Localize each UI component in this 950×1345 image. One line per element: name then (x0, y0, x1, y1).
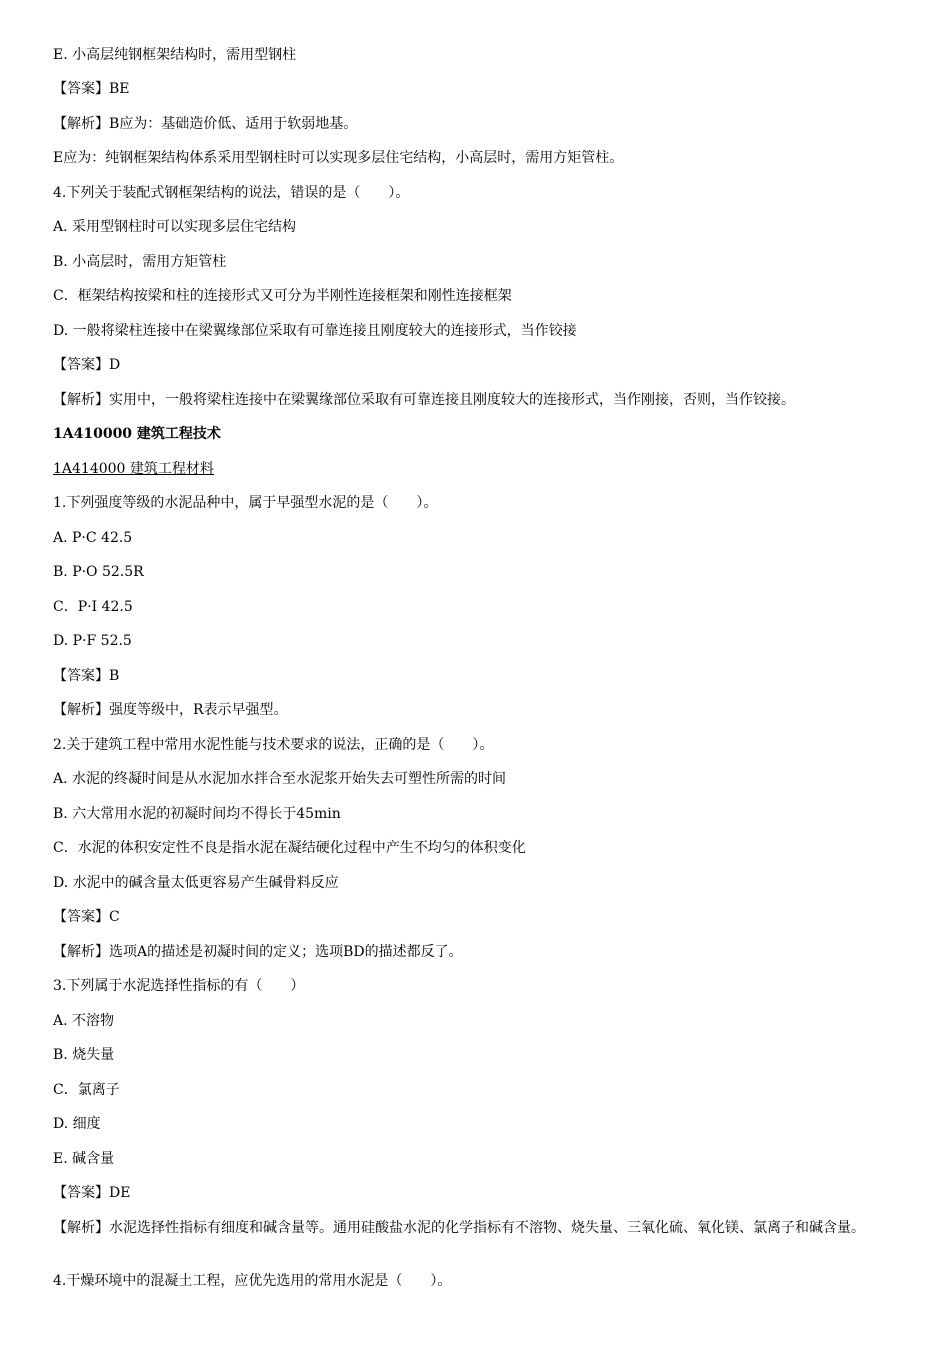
option-d: D. 细度 (53, 1116, 101, 1132)
option-d: D. 一般将梁柱连接中在梁翼缘部位采取有可靠连接且刚度较大的连接形式，当作铰接 (53, 323, 577, 339)
option-a: A. 采用型钢柱时可以实现多层住宅结构 (53, 219, 297, 235)
explanation: 【解析】B应为：基础造价低、适用于软弱地基。 (53, 116, 358, 132)
option-e: E. 小高层纯钢框架结构时，需用型钢柱 (53, 47, 297, 63)
answer: 【答案】BE (53, 81, 130, 97)
option-a: A. P·C 42.5 (53, 530, 133, 546)
answer: 【答案】DE (53, 1185, 131, 1201)
explanation: 【解析】强度等级中，R表示早强型。 (53, 702, 288, 718)
explanation: 【解析】实用中，一般将梁柱连接中在梁翼缘部位采取有可靠连接且刚度较大的连接形式，当作刚接，否则，当作铰接。 (53, 392, 795, 408)
question-1: 1.下列强度等级的水泥品种中，属于早强型水泥的是（ ）。 (53, 495, 438, 511)
option-c: C．P·I 42.5 (53, 599, 133, 615)
chapter-heading: 1A410000 建筑工程技术 (53, 426, 221, 442)
option-b: B. 烧失量 (53, 1047, 115, 1063)
explanation: 【解析】水泥选择性指标有细度和碱含量等。通用硅酸盐水泥的化学指标有不溶物、烧失量、三氧化硫、氧化镁、氯离子和碱含量。 (53, 1220, 865, 1236)
option-c: C．氯离子 (53, 1082, 120, 1098)
option-b: B. 小高层时，需用方矩管柱 (53, 254, 227, 270)
question-2: 2.关于建筑工程中常用水泥性能与技术要求的说法，正确的是（ ）。 (53, 737, 494, 753)
question-3: 3.下列属于水泥选择性指标的有（ ） (53, 978, 305, 994)
option-d: D. P·F 52.5 (53, 633, 132, 649)
answer: 【答案】C (53, 909, 120, 925)
answer: 【答案】D (53, 357, 121, 373)
option-a: A. 水泥的终凝时间是从水泥加水拌合至水泥浆开始失去可塑性所需的时间 (53, 771, 507, 787)
explanation-continued: E应为：纯钢框架结构体系采用型钢柱时可以实现多层住宅结构，小高层时，需用方矩管柱。 (53, 150, 624, 166)
option-b: B. 六大常用水泥的初凝时间均不得长于45min (53, 806, 341, 822)
explanation: 【解析】选项A的描述是初凝时间的定义；选项BD的描述都反了。 (53, 944, 463, 960)
question-4: 4.下列关于装配式钢框架结构的说法，错误的是（ ）。 (53, 185, 410, 201)
option-a: A. 不溶物 (53, 1013, 115, 1029)
question-4: 4.干燥环境中的混凝土工程，应优先选用的常用水泥是（ ）。 (53, 1273, 452, 1289)
option-c: C．水泥的体积安定性不良是指水泥在凝结硬化过程中产生不均匀的体积变化 (53, 840, 526, 856)
option-e: E. 碱含量 (53, 1151, 115, 1167)
option-d: D. 水泥中的碱含量太低更容易产生碱骨料反应 (53, 875, 339, 891)
section-heading: 1A414000 建筑工程材料 (53, 461, 214, 477)
option-c: C．框架结构按梁和柱的连接形式又可分为半刚性连接框架和刚性连接框架 (53, 288, 512, 304)
answer: 【答案】B (53, 668, 120, 684)
option-b: B. P·O 52.5R (53, 564, 144, 580)
